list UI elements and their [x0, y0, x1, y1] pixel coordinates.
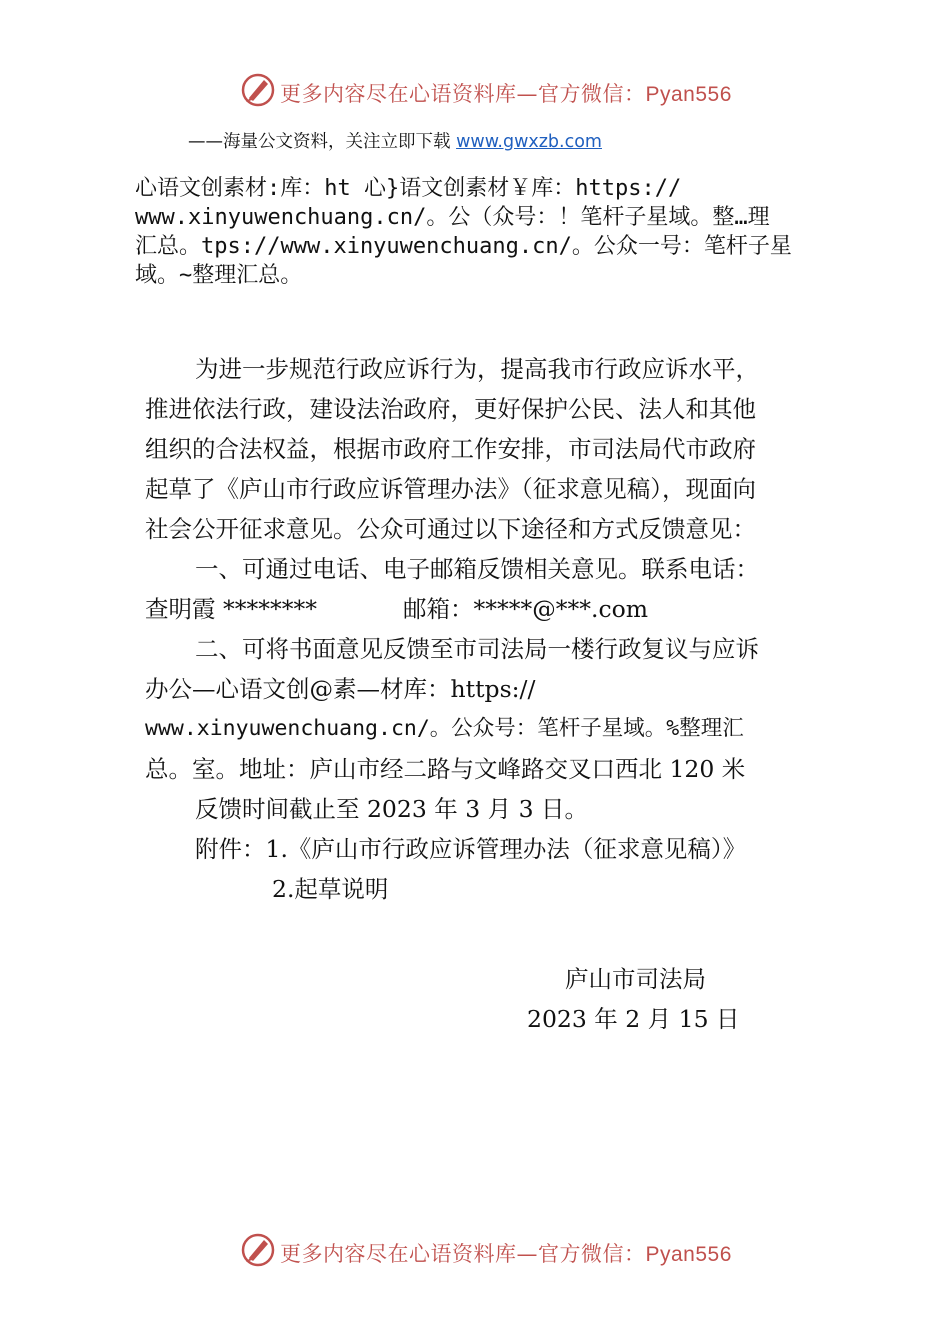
- deadline: 反馈时间截止至 2023 年 3 月 3 日。: [195, 795, 589, 823]
- item2-line: 总。室。地址：庐山市经二路与文峰路交叉口西北 120 米: [145, 755, 746, 783]
- spam-line: 汇总。tps://www.xinyuwenchuang.cn/。公众一号：笔杆子星: [135, 234, 792, 259]
- paragraph-line: 社会公开征求意见。公众可通过以下途径和方式反馈意见：: [145, 515, 756, 543]
- contact-name: 查明霞 ********: [145, 595, 317, 623]
- item1-line: 一、可通过电话、电子邮箱反馈相关意见。联系电话：: [195, 555, 759, 583]
- watermark-text: 更多内容尽在心语资料库—官方微信：Pyan556: [280, 82, 732, 106]
- spam-line: 域。~整理汇总。: [135, 263, 303, 288]
- spam-line: 心语文创素材:库：ht 心}语文创素材￥库：https://: [135, 176, 682, 201]
- paragraph-line: 组织的合法权益，根据市政府工作安排，市司法局代市政府: [145, 435, 756, 463]
- item2-line: 办公—心语文创@素—材库：https://: [145, 675, 536, 703]
- download-link[interactable]: www.gwxzb.com: [456, 132, 602, 152]
- item2-line: www.xinyuwenchuang.cn/。公众号：笔杆子星域。%整理汇: [145, 716, 744, 741]
- watermark-header: [0, 70, 950, 114]
- attachment-2: 2.起草说明: [272, 875, 389, 903]
- watermark-footer: [0, 1230, 950, 1274]
- pen-logo-icon: [240, 72, 276, 108]
- watermark-text: 更多内容尽在心语资料库—官方微信：Pyan556: [280, 1242, 732, 1266]
- contact-email: 邮箱：*****@***.com: [403, 595, 649, 623]
- paragraph-line: 推进依法行政，建设法治政府，更好保护公民、法人和其他: [145, 395, 756, 423]
- watermark-wechat: Pyan556: [645, 1243, 732, 1266]
- attachment-1: 附件：1.《庐山市行政应诉管理办法（征求意见稿）》: [195, 835, 747, 863]
- paragraph-line: 起草了《庐山市行政应诉管理办法》（征求意见稿），现面向: [145, 475, 756, 503]
- paragraph-line: 为进一步规范行政应诉行为，提高我市行政应诉水平，: [195, 355, 759, 383]
- signature-org: 庐山市司法局: [565, 965, 706, 993]
- pen-logo-icon: [240, 1232, 276, 1268]
- tagline: [188, 128, 602, 153]
- item2-line: 二、可将书面意见反馈至市司法局一楼行政复议与应诉: [195, 635, 759, 663]
- spam-line: www.xinyuwenchuang.cn/。公（众号：！笔杆子星域。整…理: [135, 205, 770, 230]
- signature-date: 2023 年 2 月 15 日: [527, 1005, 740, 1033]
- tagline-prefix: ——海量公文资料，关注立即下载: [188, 132, 457, 152]
- spam-block: [135, 174, 835, 290]
- watermark-wechat: Pyan556: [645, 83, 732, 106]
